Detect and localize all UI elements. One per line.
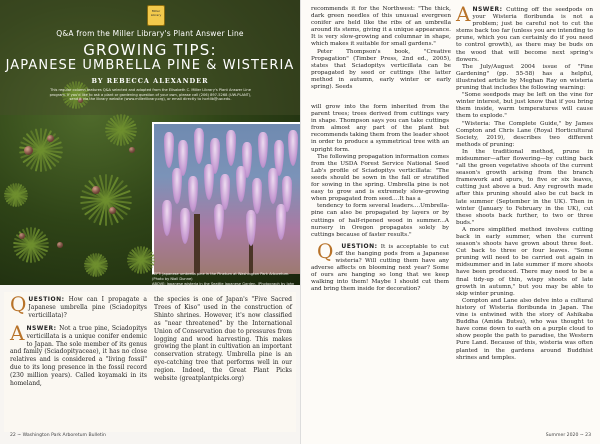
wisteria-bloom (204, 164, 214, 200)
pine-cone (19, 233, 25, 239)
right-page (300, 0, 600, 444)
wisteria-bloom (246, 210, 256, 246)
wisteria-bloom (258, 132, 268, 168)
drop-cap-a2: A (456, 2, 471, 26)
paragraph-cuttings: will grow into the form inherited from the parent trees; trees derived from cuttings vary in shape. Thompson says you can take cuttings from almost any part of the plant but recommends taking them from the leader shoot in order to produce a symmetrical tree with an upright form. (311, 104, 449, 153)
article-title-line2: JAPANESE UMBRELLA PINE & WISTERIA (5, 58, 295, 73)
wisteria-bloom (194, 128, 204, 164)
wisteria-bloom (288, 130, 298, 166)
answer-1-text: Not a true pine, Sciadopitys verticillata is a unique conifer endemic to Japan. The sole member of its genus and family (Sciadopityaceae), it has no close relatives and is considered a "living fossil" due to its long presence in the fossil record (230 million years). Called koyamaki in its homeland, (10, 324, 147, 388)
article-title-line1: GROWING TIPS: (83, 41, 217, 59)
pine-cone (92, 186, 100, 194)
answer-label: NSWER: (26, 324, 57, 332)
answer-1 (10, 320, 147, 388)
paragraph-fine-gardening: The July/August 2004 issue of "Fine Gardening" (pp. 55-58) has a helpful, illustrated article by Meghan Ray on wisteria pruning that includes the following warning: (456, 63, 593, 92)
paragraph-wisteria-guide: "Wisteria: The Complete Guide," by James Compton and Chris Lane (Royal Horticultural Society, 2019), describes two different methods of pruning: (456, 120, 593, 148)
paragraph-layers: tendency to form several leaders....Umbrella-pine can also be propagated by layers or by cuttings of half-ripened wood in summer...A nursery in Oregon propagates solely by cuttings because of faster results." (311, 203, 449, 238)
intro-text: This regular column features Q&A selected and adapted from the Elisabeth C. Miller Library's Plant Answer Line program. If you'd like to ask a plant or gardening question of your own, please call (206) 897-5268 (UW-PLANT), send it via the library website (www.millerlibrary.org), or email directly to hortlib@uw.edu. (49, 88, 252, 102)
pine-cone (57, 242, 63, 248)
photo-captions (152, 272, 298, 291)
left-column-2-text: the species is one of Japan's "Five Sacred Trees of Kiso" used in the construction of Shinto shrines. However, it's now classified as "near threatened" by the International Union of Conservation due to pressures from logging and wood harvesting. This makes growing the plant in cultivation an important conservation strategy. Umbrella pine is an eye-catching tree that performs well in our region. Indeed, the Great Plant Picks website (greatplantpicks.org) (154, 296, 292, 383)
footer-page-23: Summer 2020 ~ 23 (545, 433, 591, 438)
paragraph-usda: The following propagation information comes from the USDA Forest Service National Seed Lab's profile of Sciadopitys verticillata: "The seeds should be sown in the fall or stratified for sowing in the spring. Umbrella pine is not easy to grow and is extremely slow-growing when propagated from seed....It has a (311, 153, 449, 203)
wisteria-bloom (226, 130, 236, 166)
paragraph-seedpods: "Some seedpods may be left on the vine for winter interest, but just know that if you bring them inside, warm temperatures will cause them to explode." (456, 92, 593, 120)
question-2-text: It is acceptable to cut off the hanging pods from a Japanese wisteria? Will cutting them have any adverse affects on blooming next year? Some of ours are hanging so long that we keep walking into them! Maybe I should cut them and bring them inside for decoration? (311, 243, 449, 293)
byline: BY REBECCA ALEXANDER (91, 77, 209, 85)
paragraph-cultural-history: Compton and Lane also delve into a cultural history of Wisteria floribunda in Japan. The vine is entwined with the story of Ashikaba Buddha (Amida Butsu), who was thought to have come down to earth on a purple cloud to show people the path to paradise, the Western Pure Land. Because of this, wisteria was often planted in the gardens around Buddhist shrines and temples. (456, 297, 593, 361)
answer-2-text: Cutting off the seedpods on your Wisteria floribunda is not a problem; just be careful not to cut the stems back too far (unless you are intending to prune, which you can certainly do if you need to control growth), as there may be buds on the wood that will become next spring's flowers. (456, 7, 593, 63)
wisteria-bloom (236, 166, 246, 202)
wisteria-bloom (188, 176, 198, 212)
column-kicker: Q&A from the Miller Library's Plant Answer Line (56, 29, 244, 38)
question-1-text: How can I propagate a Japanese umbrella pine (Sciadopitys verticillata)? (28, 296, 147, 319)
question-1 (10, 292, 147, 320)
wisteria-bloom (268, 168, 278, 204)
wisteria-photo (152, 122, 300, 274)
pine-cone (129, 147, 135, 153)
caption-left: LEFT: Japanese umbrella pine in the Pinetum at Washington Park Arboretum. (Photo by Niall Dunne) (152, 272, 290, 281)
question-2 (311, 238, 449, 294)
pine-cone (47, 135, 54, 142)
question-label: UESTION: (28, 296, 65, 303)
quote-great-plant-picks: recommends it for the Northwest: "The thick, dark green needles of this unusual evergreen conifer are held like the ribs of an umbrella around its stems, giving it a unique appearance. It is very slow-growing and columnar in shape, which makes it suitable for small gardens." (311, 6, 451, 48)
miller-library-logo (147, 5, 165, 26)
wisteria-bloom (172, 168, 182, 204)
answer-2 (456, 2, 593, 64)
drop-cap-q: Q (10, 292, 27, 316)
logo-text: Miller Library (150, 9, 162, 17)
wisteria-bloom (252, 178, 262, 214)
question-2-label: UESTION: (341, 242, 378, 250)
wisteria-bloom (162, 200, 172, 236)
pine-cone (109, 207, 116, 214)
tree-trunk (194, 214, 200, 274)
wisteria-bloom (164, 132, 174, 168)
right-column-1 (311, 6, 451, 91)
footer-page-22: 22 ~ Washington Park Arboretum Bulletin (10, 433, 106, 438)
pine-cone (24, 146, 33, 155)
wisteria-bloom (276, 204, 286, 240)
answer-2-label: NSWER: (472, 6, 503, 13)
caption-above: ABOVE: Japanese wisteria in the Seattle Japanese Garden. (Photograph by John and Kathy Willson) (152, 282, 295, 291)
right-column-2 (456, 2, 593, 362)
paragraph-thompson: Peter Thompson's book, "Creative Propagation" (Timber Press, 2nd ed., 2005), states that Sciadopitys verticillata can be propagated by seed or cuttings (the latter method in autumn, early winter or early spring). Seeds (311, 48, 451, 91)
left-column-2 (154, 296, 292, 383)
left-column-1 (10, 292, 147, 388)
left-text-block (4, 292, 296, 432)
drop-cap-a: A (10, 320, 25, 345)
wisteria-bloom (180, 208, 190, 244)
paragraph-simplified-method: A more simplified method involves cutting back in early summer, when the current season's shoots have grown about three feet. Cut back to three or four leaves. "Some pruning will need to be carried out again in midsummer and in late summer if more shoots have been produced. There may need to be a final tidy-up of thin, wispy shoots of late growth in autumn," but you may be able to skip winter pruning. (456, 226, 593, 297)
paragraph-traditional-method: In the traditional method, prune in midsummer—after flowering—by cutting back "all the green vegetative shoots of the current season's growth arising from the branch framework and spurs, to five or six leaves, cutting just above a bud. Any regrowth made after this pruning should also be cut back in late summer (September in the UK). Then in winter (January to February in the UK), cut these shoots back further, to two or three buds." (456, 148, 593, 226)
drop-cap-q2: Q (317, 238, 334, 263)
wisteria-bloom (214, 204, 224, 240)
right-column-1-cont (311, 104, 449, 293)
